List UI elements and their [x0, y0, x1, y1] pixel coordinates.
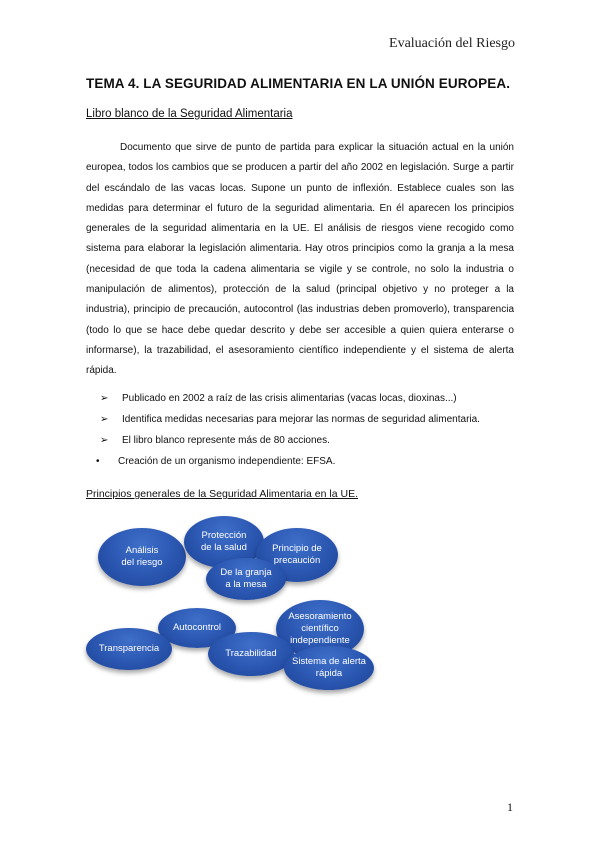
principle-analisis-riesgo: Análisis del riesgo	[98, 528, 186, 586]
principle-alerta-rapida: Sistema de alerta rápida	[284, 646, 374, 690]
principle-autocontrol: Autocontrol	[158, 608, 236, 648]
principles-diagram	[80, 510, 400, 695]
list-item	[100, 430, 480, 451]
section-heading-principios: Principios generales de la Seguridad Alimentaria en la UE.	[86, 488, 358, 500]
arrow-bullet-icon: ➢	[100, 414, 109, 425]
list-item	[100, 388, 480, 409]
principle-trazabilidad: Trazabilidad	[208, 632, 294, 676]
list-item	[100, 409, 480, 430]
running-header: Evaluación del Riesgo	[389, 36, 515, 51]
arrow-bullet-icon: ➢	[100, 435, 109, 446]
arrow-bullet-icon: ➢	[100, 393, 109, 404]
section-heading-libro-blanco: Libro blanco de la Seguridad Alimentaria	[86, 108, 293, 120]
page-number: 1	[507, 800, 513, 814]
list-item	[96, 451, 480, 472]
paragraph-text: Documento que sirve de punto de partida para explicar la situación actual en la unión europea, todos los cambios que se producen a partir del año 2002 en legislación. Surge a partir del escándalo de las vacas locas. Supone un punto de inflexión. Establece cuales son las medidas para determinar el futuro de la seguridad alimentaria. En él aparecen los principios generales de la seguridad alimentaria en la UE. El análisis de riesgos viene recogido como sistema para elaborar la legislación alimentaria. Hay otros principios como la granja a la mesa (necesidad de que toda la cadena alimentaria se vigile y se controle, no solo la industria o manipulación de alimentos), protección de la salud (principal objetivo y no proteger a la industria), principio de precaución, autocontrol (las industrias deben promoverlo), transparencia (todo lo que se hace debe quedar descrito y debe ser accesible a quien quiera enterarse o informarse), la trazabilidad, el asesoramiento científico independiente y el sistema de alerta rápida.	[86, 142, 514, 377]
principle-transparencia: Transparencia	[86, 628, 172, 670]
body-paragraph	[86, 138, 514, 382]
principle-proteccion-salud: Protección de la salud	[184, 516, 264, 568]
dot-bullet-icon: •	[96, 456, 100, 467]
list-item-text: El libro blanco represente más de 80 acciones.	[122, 435, 330, 446]
principle-precaucion: Principio de precaución	[256, 528, 338, 582]
list-item-text: Publicado en 2002 a raíz de las crisis alimentarias (vacas locas, dioxinas...)	[122, 393, 457, 404]
bullet-list	[96, 388, 480, 472]
list-item-text: Creación de un organismo independiente: EFSA.	[118, 456, 336, 467]
principle-granja-mesa: De la granja a la mesa	[206, 558, 286, 600]
principle-asesoramiento: Asesoramiento científico independiente	[276, 600, 364, 658]
list-item-text: Identifica medidas necesarias para mejorar las normas de seguridad alimentaria.	[122, 414, 480, 425]
page-title: TEMA 4. LA SEGURIDAD ALIMENTARIA EN LA UNIÓN EUROPEA.	[86, 76, 511, 91]
